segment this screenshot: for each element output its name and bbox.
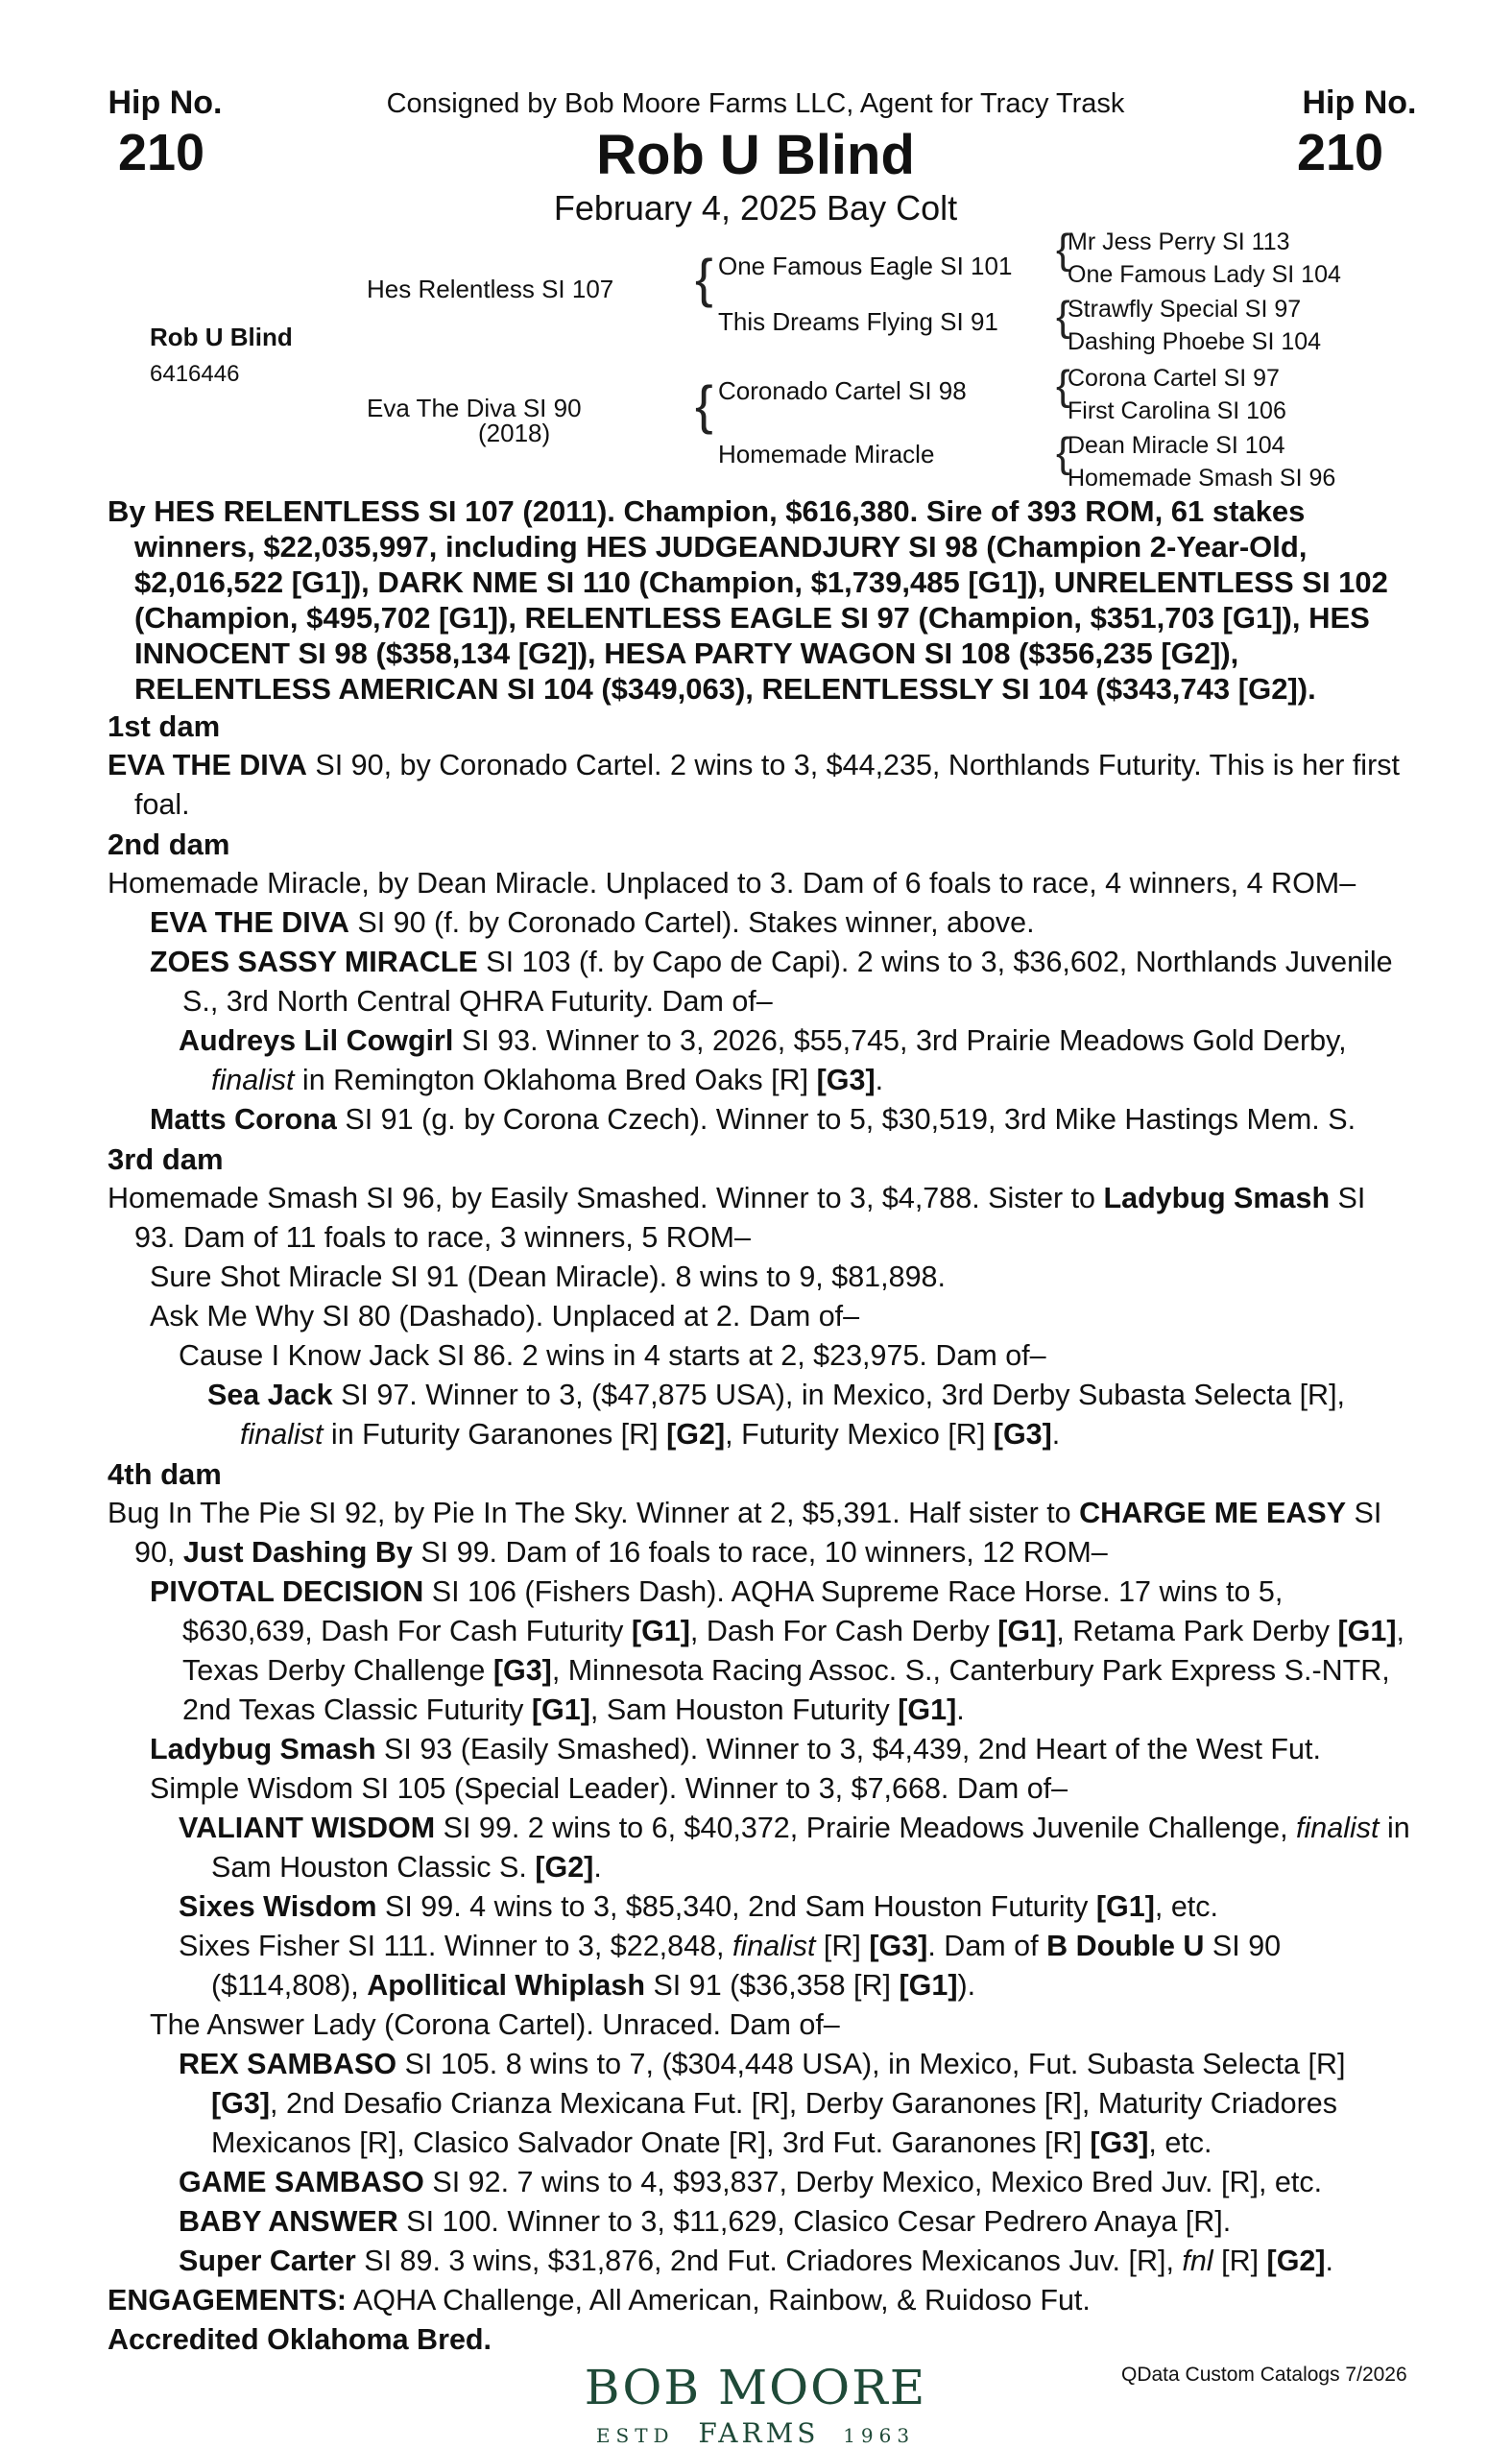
first-dam-text [108,746,1413,825]
grade-badge: [G2] [1266,2245,1326,2277]
hip-label-left: Hip No. [108,84,223,121]
pedigree-sd-dam: Dashing Phoebe SI 104 [1068,328,1322,355]
produce-detail: in Sam Houston Classic S. [211,1812,1410,1884]
grade-badge: [G3] [492,1654,552,1687]
produce-name: Matts Corona [150,1103,337,1136]
catalog-footer-note: QData Custom Catalogs 7/2026 [1121,2364,1407,2386]
grade-badge: [G3] [1090,2126,1149,2159]
produce-detail: . Dam of [927,1930,1047,1962]
grade-badge: [G2] [535,1851,594,1884]
produce-ladybug-smash [108,1730,1413,1769]
produce-valiant-wisdom [108,1809,1413,1887]
first-dam-detail: SI 90, by Coronado Cartel. 2 wins to 3, $44,235, Northlands Futurity. This is her first foal. [134,749,1400,821]
produce-detail: SI 99. 4 wins to 3, $85,340, 2nd Sam Houston Futurity [376,1890,1096,1923]
produce-name: PIVOTAL DECISION [150,1575,424,1608]
punct: . [593,1851,602,1884]
sibling-name: CHARGE ME EASY [1079,1497,1347,1529]
produce-detail: [R] [815,1930,870,1962]
sister-name: Ladybug Smash [1103,1182,1331,1214]
accredited-line: Accredited Oklahoma Bred. [108,2323,492,2356]
produce-detail: SI 91 ($36,358 [R] [644,1969,900,2002]
pedigree-dam: Eva The Diva SI 90 [367,394,582,422]
produce-detail: SI 100. Winner to 3, $11,629, Clasico Cesar Pedrero Anaya [R]. [397,2205,1232,2238]
first-dam-heading: 1st dam [108,709,221,743]
sibling-name: Just Dashing By [182,1536,413,1569]
brace-sd: { [1056,293,1070,340]
engagements-text: AQHA Challenge, All American, Rainbow, & Ruidoso Fut. [347,2284,1091,2317]
produce-detail: SI 106 (Fishers Dash). AQHA Supreme Race Horse. 17 wins to 5, $630,639, Dash For Cash Futurity [182,1575,1284,1647]
produce-name: Sixes Wisdom [179,1890,377,1923]
hip-number-right: 210 [1296,124,1384,181]
farm-logo-sub [516,2417,996,2449]
produce-name: REX SAMBASO [179,2048,397,2080]
brace-ss: { [1056,226,1070,273]
engagements [108,2281,1413,2320]
produce-detail: SI 92. 7 wins to 4, $93,837, Derby Mexico, Mexico Bred Juv. [R], etc. [423,2166,1323,2198]
produce-detail: SI 93 (Easily Smashed). Winner to 3, $4,439, 2nd Heart of the West Fut. [375,1733,1321,1765]
produce-detail: , etc. [1154,1890,1218,1923]
produce-detail: SI 103 (f. by Capo de Capi). 2 wins to 3, $36,602, Northlands Juvenile S., 3rd North Central QHRA Futurity. Dam of– [182,946,1393,1018]
grade-badge: [G1] [899,1969,958,2002]
third-dam-heading: 3rd dam [108,1142,224,1176]
produce-name: Sea Jack [207,1379,333,1411]
produce-name: Ladybug Smash [150,1733,376,1765]
produce-name: GAME SAMBASO [179,2166,424,2198]
logo-estd: ESTD [595,2424,675,2447]
pedigree-dam-sire: Coronado Cartel SI 98 [718,376,967,405]
pedigree-sire: Hes Relentless SI 107 [367,275,614,303]
fourth-dam-intro [108,1494,1413,1573]
third-dam-intro [108,1179,1413,1258]
finalist-text: fnl [1182,2245,1213,2277]
pedigree-subject-name: Rob U Blind [150,323,293,351]
brace-dam: { [695,374,713,435]
produce-ask-me-why: Ask Me Why SI 80 (Dashado). Unplaced at 2. Dam of– [150,1300,860,1333]
pedigree-dd-sire: Dean Miracle SI 104 [1068,432,1285,459]
grade-badge: [G3] [869,1930,928,1962]
finalist-text: finalist [211,1064,295,1096]
grade-badge: [G3] [816,1064,876,1096]
grade-badge: [G2] [666,1418,726,1451]
finalist-text: finalist [732,1930,816,1962]
first-dam-name: EVA THE DIVA [108,749,307,781]
brace-dd: { [1056,429,1070,476]
pedigree-dam-dam: Homemade Miracle [718,440,935,468]
produce-audreys-lil-cowgirl [108,1021,1413,1100]
produce-detail: , Retama Park Derby [1056,1615,1338,1647]
pedigree-ds-dam: First Carolina SI 106 [1068,397,1286,424]
produce-rex-sambaso [108,2045,1413,2163]
finalist-text: finalist [1296,1812,1380,1844]
grade-badge: [G1] [898,1693,957,1726]
produce-name: VALIANT WISDOM [179,1812,436,1844]
pedigree-ss-dam: One Famous Lady SI 104 [1068,261,1341,288]
produce-detail: SI 105. 8 wins to 7, ($304,448 USA), in Mexico, Fut. Subasta Selecta [R] [396,2048,1346,2080]
punct: , etc. [1148,2126,1212,2159]
pedigree-ds-sire: Corona Cartel SI 97 [1068,365,1280,392]
pedigree-sire-dam: This Dreams Flying SI 91 [718,307,998,336]
produce-detail: in Remington Oklahoma Bred Oaks [R] [294,1064,817,1096]
pedigree-ss-sire: Mr Jess Perry SI 113 [1068,228,1290,255]
punct: . [1051,1418,1061,1451]
produce-detail: Sixes Fisher SI 111. Winner to 3, $22,848, [179,1930,732,1962]
produce-detail: , Futurity Mexico [R] [725,1418,994,1451]
produce-detail: , Minnesota Racing Assoc. S., Canterbury Park Express S.-NTR, 2nd Texas Classic Futurity [182,1654,1390,1726]
produce-sixes-wisdom [108,1887,1413,1927]
punct: . [956,1693,965,1726]
pedigree-dam-year: (2018) [478,419,551,447]
brace-ds: { [1056,362,1070,409]
dam-detail: SI 90, [134,1497,1382,1569]
grade-badge: [G1] [997,1615,1057,1647]
produce-name: Super Carter [179,2245,356,2277]
punct: ). [957,1969,976,2002]
produce-the-answer-lady: The Answer Lady (Corona Cartel). Unraced. Dam of– [150,2008,840,2041]
produce-detail: SI 90 (f. by Coronado Cartel). Stakes winner, above. [348,906,1035,939]
produce-detail: [R] [1212,2245,1267,2277]
produce-name: ZOES SASSY MIRACLE [150,946,478,978]
hip-label-right: Hip No. [1302,84,1417,121]
pedigree-dd-dam: Homemade Smash SI 96 [1068,465,1336,492]
horse-title: Rob U Blind [596,124,915,186]
produce-sea-jack [108,1376,1413,1454]
dam-detail: Homemade Smash SI 96, by Easily Smashed. Winner to 3, $4,788. Sister to [108,1182,1104,1214]
dam-detail: SI 99. Dam of 16 foals to race, 10 winners, 12 ROM– [412,1536,1108,1569]
produce-detail: SI 93. Winner to 3, 2026, $55,745, 3rd Prairie Meadows Gold Derby, [453,1024,1347,1057]
produce-name: EVA THE DIVA [150,906,349,939]
consignor-line: Consigned by Bob Moore Farms LLC, Agent for Tracy Trask [386,88,1125,119]
produce-detail: SI 90 ($114,808), [211,1930,1282,2002]
logo-year: 1963 [843,2424,916,2447]
grade-badge: [G1] [1337,1615,1397,1647]
pedigree-sire-sire: One Famous Eagle SI 101 [718,252,1013,280]
produce-game-sambaso [108,2163,1413,2202]
punct: . [1325,2245,1334,2277]
produce-sixes-fisher [108,1927,1413,2005]
produce-detail: in Futurity Garanones [R] [323,1418,667,1451]
grade-badge: [G3] [211,2087,270,2120]
produce-detail: , 2nd Desafio Crianza Mexicana Fut. [R], Derby Garanones [R], Maturity Criadores Mexicanos [R], Clasico Salvador Onate [R], 3rd Fut. Garanones [R] [211,2087,1337,2159]
produce-detail: SI 99. 2 wins to 6, $40,372, Prairie Meadows Juvenile Challenge, [435,1812,1297,1844]
produce-sure-shot-miracle: Sure Shot Miracle SI 91 (Dean Miracle). 8 wins to 9, $81,898. [150,1261,946,1293]
grade-badge: [G1] [1095,1890,1155,1923]
dam-detail: SI 93. Dam of 11 foals to race, 3 winners, 5 ROM– [134,1182,1366,1254]
grade-badge: [G1] [631,1615,690,1647]
produce-name: BABY ANSWER [179,2205,398,2238]
logo-farms: FARMS [698,2417,820,2449]
punct: . [875,1064,884,1096]
foal-info: February 4, 2025 Bay Colt [553,188,958,228]
produce-name: Apollitical Whiplash [367,1969,645,2002]
farm-logo-name: BOB MOORE [584,2360,927,2415]
produce-detail: , Texas Derby Challenge [182,1615,1404,1687]
produce-name: Audreys Lil Cowgirl [179,1024,454,1057]
produce-super-carter [108,2242,1413,2281]
dam-detail: Bug In The Pie SI 92, by Pie In The Sky. Winner at 2, $5,391. Half sister to [108,1497,1080,1529]
second-dam-heading: 2nd dam [108,828,230,861]
second-dam-intro: Homemade Miracle, by Dean Miracle. Unplaced to 3. Dam of 6 foals to race, 4 winners, 4 ROM– [108,867,1356,900]
catalog-body [108,493,1413,2360]
produce-detail: , Sam Houston Futurity [589,1693,899,1726]
hip-number-left: 210 [117,124,205,181]
produce-baby-answer [108,2202,1413,2242]
produce-cause-i-know-jack: Cause I Know Jack SI 86. 2 wins in 4 starts at 2, $23,975. Dam of– [179,1339,1046,1372]
engagements-label: ENGAGEMENTS: [108,2284,348,2317]
produce-eva-the-diva [108,903,1413,943]
produce-pivotal-decision [108,1573,1413,1730]
produce-detail: SI 97. Winner to 3, ($47,875 USA), in Mexico, 3rd Derby Subasta Selecta [R], [332,1379,1346,1411]
pedigree-subject-reg: 6416446 [150,361,240,387]
produce-detail: SI 91 (g. by Corona Czech). Winner to 5, $30,519, 3rd Mike Hastings Mem. S. [336,1103,1356,1136]
brace-sire: { [695,248,713,308]
produce-zoes-sassy-miracle [108,943,1413,1021]
finalist-text: finalist [240,1418,324,1451]
fourth-dam-heading: 4th dam [108,1457,222,1491]
pedigree-sd-sire: Strawfly Special SI 97 [1068,296,1302,323]
produce-simple-wisdom: Simple Wisdom SI 105 (Special Leader). Winner to 3, $7,668. Dam of– [150,1772,1068,1805]
sire-summary: By HES RELENTLESS SI 107 (2011). Champion, $616,380. Sire of 393 ROM, 61 stakes winners, $22,035,997, including HES JUDGEANDJURY SI 98 (Champion 2-Year-Old, $2,016,522 [G1]), DARK NME SI 110 (Champion, $1,739,485 [G1]), UNRELENTLESS SI 102 (Champion, $495,702 [G1]), RELENTLESS EAGLE SI 97 (Champion, $351,703 [G1]), HES INNOCENT SI 98 ($358,134 [G2]), HESA PARTY WAGON SI 108 ($356,235 [G2]), RELENTLESS AMERICAN SI 104 ($349,063), RELENTLESSLY SI 104 ($343,743 [G2]). [108,494,1388,706]
produce-name: B Double U [1046,1930,1205,1962]
produce-matts-corona [108,1100,1413,1140]
grade-badge: [G1] [531,1693,590,1726]
grade-badge: [G3] [993,1418,1052,1451]
produce-detail: SI 89. 3 wins, $31,876, 2nd Fut. Criadores Mexicanos Juv. [R], [355,2245,1183,2277]
produce-detail: , Dash For Cash Derby [689,1615,998,1647]
